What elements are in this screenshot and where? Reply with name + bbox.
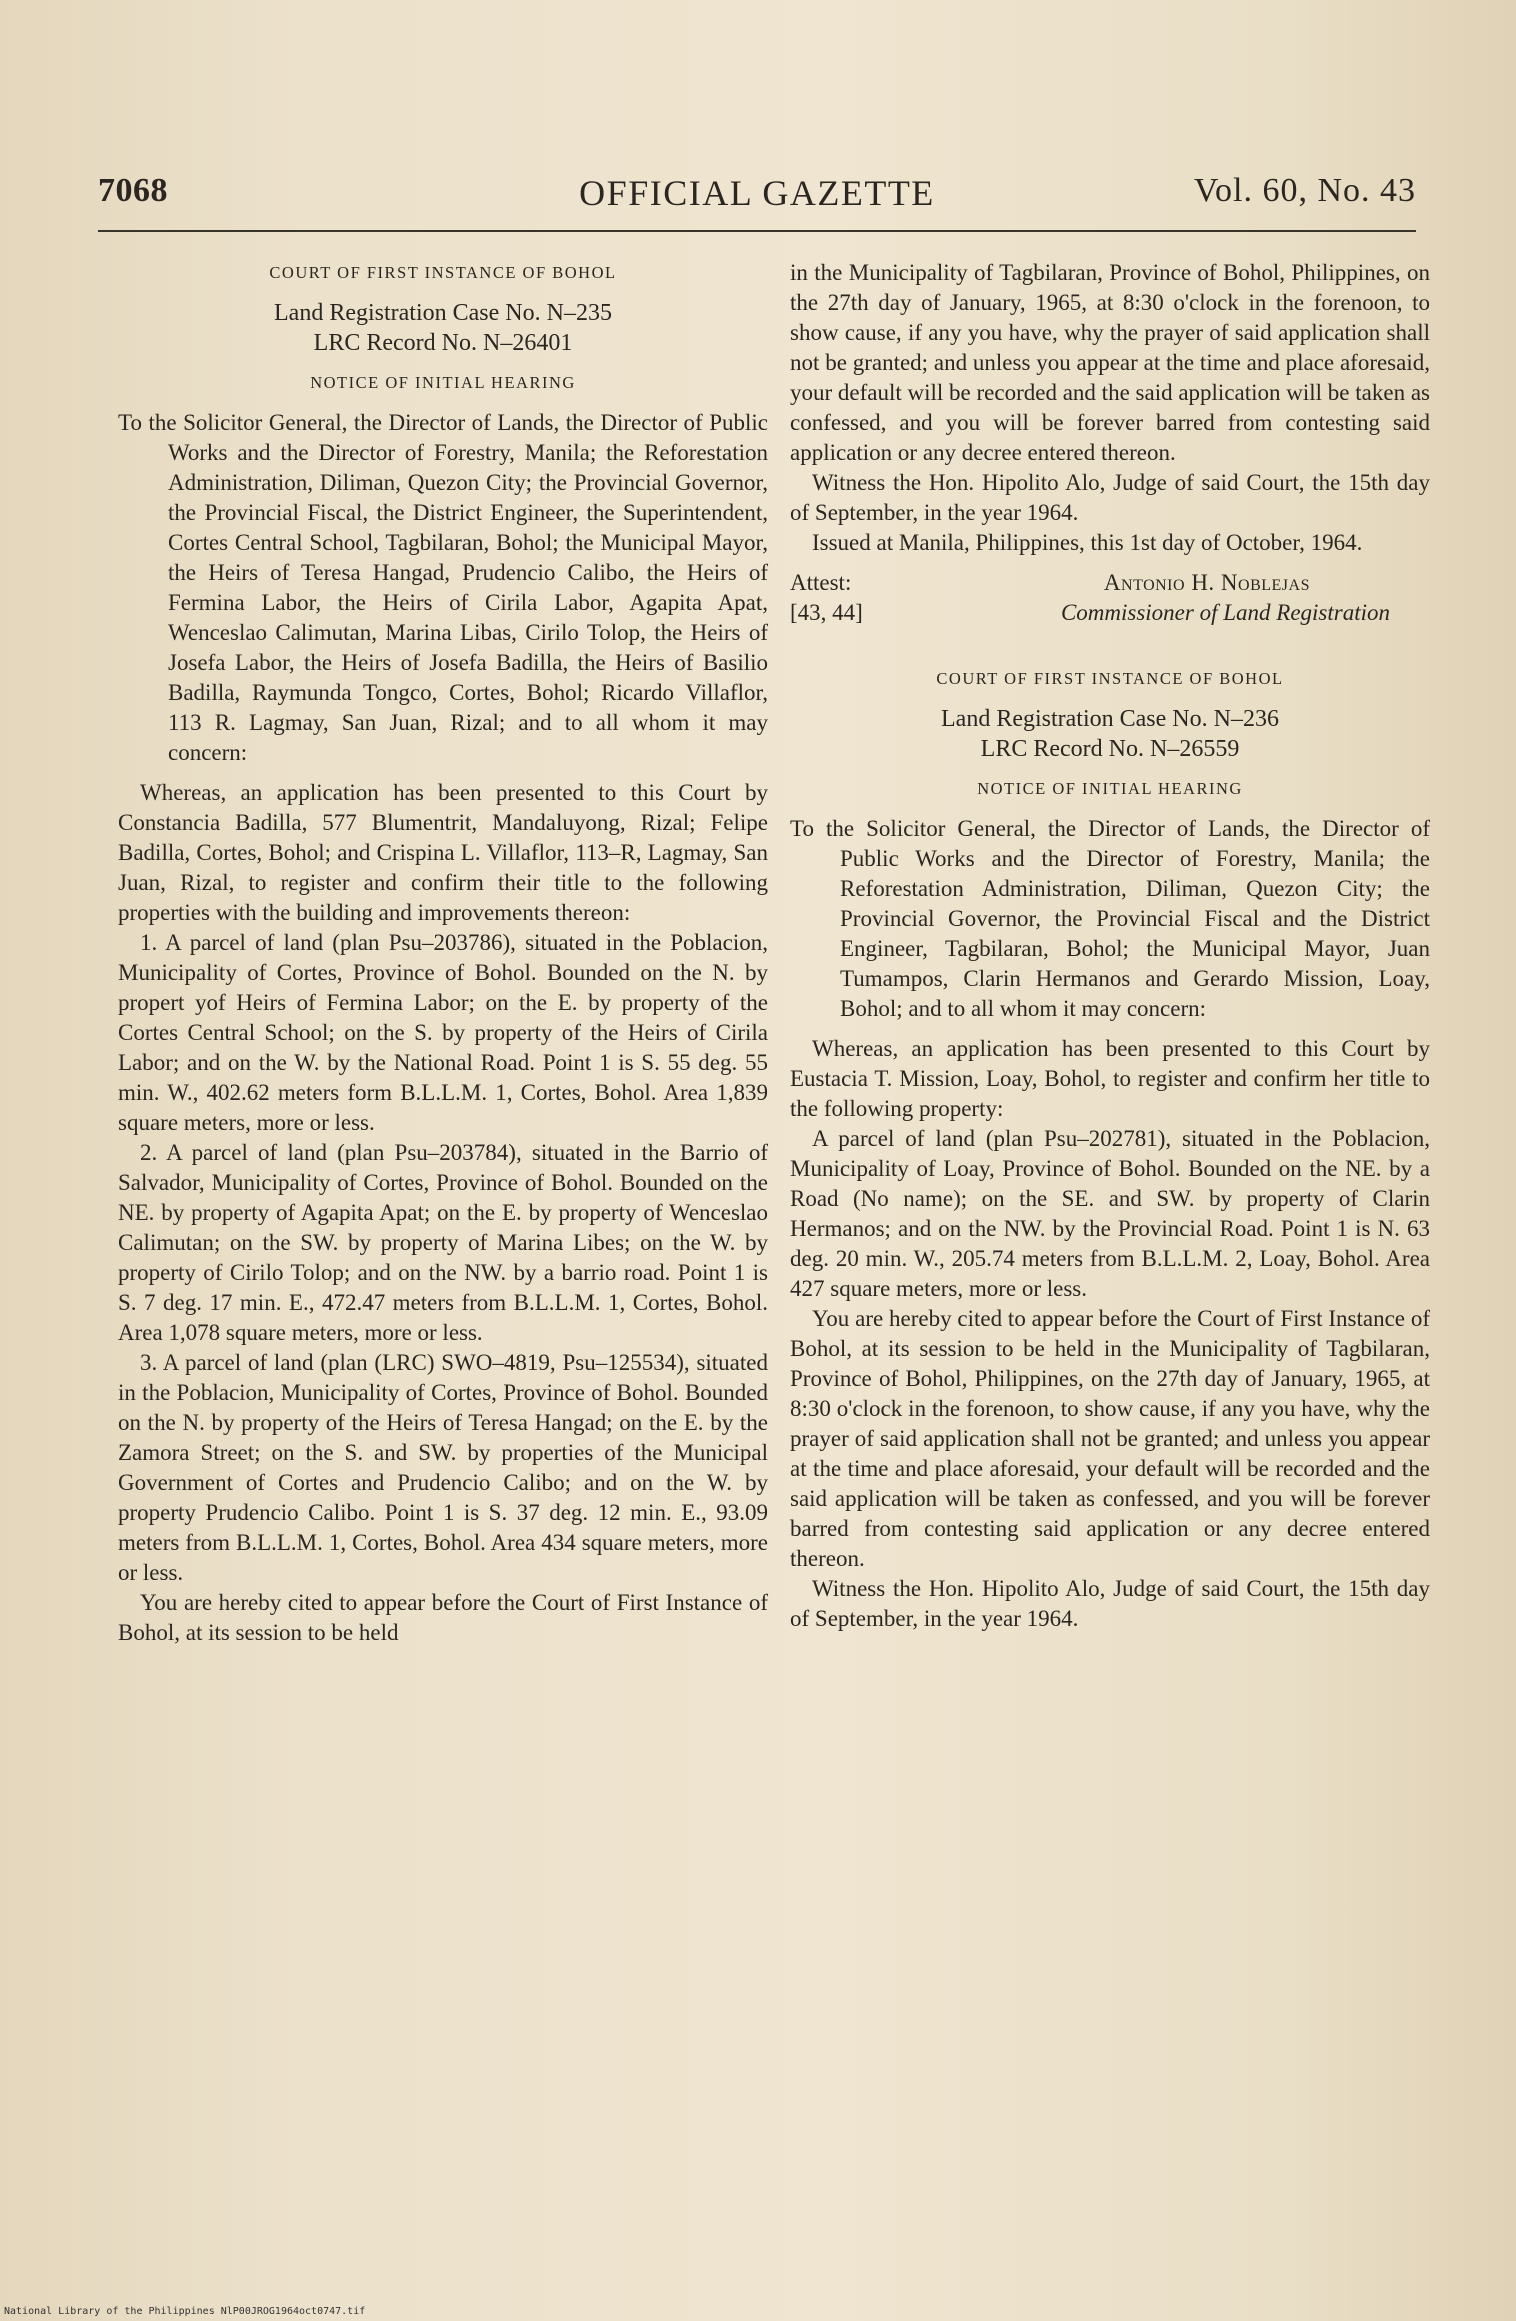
notice2-addressees: To the Solicitor General, the Director of Lands, the Director of Public Works and the Director of Forestry, Manila; the Reforestation Administration, Diliman, Quezon City; the Provincial Governor, the Provincial Fiscal and the District Engineer, Tagbilaran, Bohol; the Municipal Mayor, Juan Tumampos, Clarin Hermanos and Gerardo Mission, Loay, Bohol; and to all whom it may concern: <box>790 816 1430 1021</box>
notice1-witness: Witness the Hon. Hipolito Alo, Judge of said Court, the 15th day of September, in the year 1964. <box>790 470 1430 525</box>
notice2-citation: You are hereby cited to appear before the Court of First Instance of Bohol, at its session to be held in the Municipality of Tagbilaran, Province of Bohol, Philippines, on the 27th day of January, 1965, at 8:30 o'clock in the forenoon, to show cause, if any you have, why the prayer of said application shall not be granted; and unless you appear at the time and place aforesaid, your default will be recorded and the said application will be taken as confessed, and you will be forever barred from contesting said application or any decree entered thereon. <box>790 1306 1430 1571</box>
attest-label: Attest: <box>790 570 852 595</box>
notice2-parcel: A parcel of land (plan Psu–202781), situated in the Poblacion, Municipality of Loay, Province of Bohol. Bounded on the NE. by a Road (No name); on the SE. and SW. by property of Clarin Hermanos; and on the NW. by the Provincial Road. Point 1 is N. 63 deg. 20 min. W., 205.74 meters from B.L.L.M. 2, Loay, Bohol. Area 427 square meters, more or less. <box>790 1126 1430 1301</box>
signatory-name: Antonio H. Noblejas <box>1103 570 1310 595</box>
publication-title: OFFICIAL GAZETTE <box>579 173 935 213</box>
notice2-whereas: Whereas, an application has been presented to this Court by Eustacia T. Mission, Loay, Bohol, to register and confirm her title to the following property: <box>790 1036 1430 1121</box>
left-column <box>118 258 768 1648</box>
notice1-citation-start: You are hereby cited to appear before the Court of First Instance of Bohol, at its session to be held <box>118 1590 768 1645</box>
notice2-court: COURT OF FIRST INSTANCE OF BOHOL <box>936 669 1284 688</box>
notice1-parcel-3: 3. A parcel of land (plan (LRC) SWO–4819, Psu–125534), situated in the Poblacion, Municipality of Cortes, Province of Bohol. Bounded on the N. by property of the Heirs of Teresa Hangad; on the E. by the Zamora Street; on the S. and SW. by properties of the Municipal Government of Cortes and Prudencio Calibo; and on the W. by property Prudencio Calibo. Point 1 is S. 37 deg. 12 min. E., 93.09 meters from B.L.L.M. 1, Cortes, Bohol. Area 434 square meters, more or less. <box>118 1350 768 1585</box>
notice1-record-number: LRC Record No. N–26401 <box>313 330 573 356</box>
volume-issue: Vol. 60, No. 43 <box>1193 172 1416 209</box>
notice2-case-number: Land Registration Case No. N–236 <box>941 706 1279 732</box>
header-rule <box>98 230 1416 232</box>
notice1-issued: Issued at Manila, Philippines, this 1st day of October, 1964. <box>812 530 1363 555</box>
page-header <box>98 172 1416 222</box>
notice2-record-number: LRC Record No. N–26559 <box>980 736 1240 762</box>
notice1-parcel-1: 1. A parcel of land (plan Psu–203786), situated in the Poblacion, Municipality of Cortes, Province of Bohol. Bounded on the N. by propert yof Heirs of Fermina Labor; on the E. by property of the Cortes Central School; on the S. by property of the Heirs of Cirila Labor; and on the W. by the National Road. Point 1 is S. 55 deg. 55 min. W., 402.62 meters form B.L.L.M. 1, Cortes, Bohol. Area 1,839 square meters, more or less. <box>118 930 768 1135</box>
scan-source-footer: National Library of the Philippines NlP00JROG1964oct0747.tif <box>4 2306 366 2317</box>
notice1-signature-line <box>790 598 1430 628</box>
notice1-attest-line <box>790 568 1430 598</box>
issue-reference: [43, 44] <box>790 600 863 625</box>
notice1-case-number: Land Registration Case No. N–235 <box>274 300 612 326</box>
notice2-witness: Witness the Hon. Hipolito Alo, Judge of said Court, the 15th day of September, in the year 1964. <box>790 1576 1430 1631</box>
signatory-title: Commissioner of Land Registration <box>1060 600 1390 625</box>
notice1-addressees: To the Solicitor General, the Director of Lands, the Director of Public Works and the Director of Forestry, Manila; the Reforestation Administration, Diliman, Quezon City; the Provincial Governor, the Provincial Fiscal, the District Engineer, the Superintendent, Cortes Central School, Tagbilaran, Bohol; the Municipal Mayor, the Heirs of Teresa Hangad, Prudencio Calibo, the Heirs of Fermina Labor, the Heirs of Cirila Labor, Agapita Apat, Wenceslao Calimutan, Marina Libas, Cirilo Tolop, the Heirs of Josefa Labor, the Heirs of Josefa Badilla, the Heirs of Basilio Badilla, Raymunda Tongco, Cortes, Bohol; Ricardo Villaflor, 113 R. Lagmay, San Juan, Rizal; and to all whom it may concern: <box>118 410 768 765</box>
right-column <box>790 258 1430 1634</box>
page-number: 7068 <box>98 172 168 209</box>
notice1-court: COURT OF FIRST INSTANCE OF BOHOL <box>269 263 617 282</box>
notice1-citation-continued: in the Municipality of Tagbilaran, Province of Bohol, Philippines, on the 27th day of January, 1965, at 8:30 o'clock in the forenoon, to show cause, if any you have, why the prayer of said application shall not be granted; and unless you appear at the time and place aforesaid, your default will be recorded and the said application will be taken as confessed, and you will be forever barred from contesting said application or any decree entered thereon. <box>790 260 1430 465</box>
notice2-heading: NOTICE OF INITIAL HEARING <box>977 779 1243 798</box>
notice1-parcel-2: 2. A parcel of land (plan Psu–203784), situated in the Barrio of Salvador, Municipality of Cortes, Province of Bohol. Bounded on the NE. by property of Agapita Apat; on the E. by property of Wenceslao Calimutan; on the SW. by property of Marina Libes; on the W. by property of Cirilo Tolop; and on the NW. by a barrio road. Point 1 is S. 7 deg. 17 min. E., 472.47 meters from B.L.L.M. 1, Cortes, Bohol. Area 1,078 square meters, more or less. <box>118 1140 768 1345</box>
notice1-heading: NOTICE OF INITIAL HEARING <box>310 373 576 392</box>
notice1-whereas: Whereas, an application has been presented to this Court by Constancia Badilla, 577 Blumentrit, Mandaluyong, Rizal; Felipe Badilla, Cortes, Bohol; and Crispina L. Villaflor, 113–R, Lagmay, San Juan, Rizal, to register and confirm their title to the following properties with the building and improvements thereon: <box>118 780 768 925</box>
